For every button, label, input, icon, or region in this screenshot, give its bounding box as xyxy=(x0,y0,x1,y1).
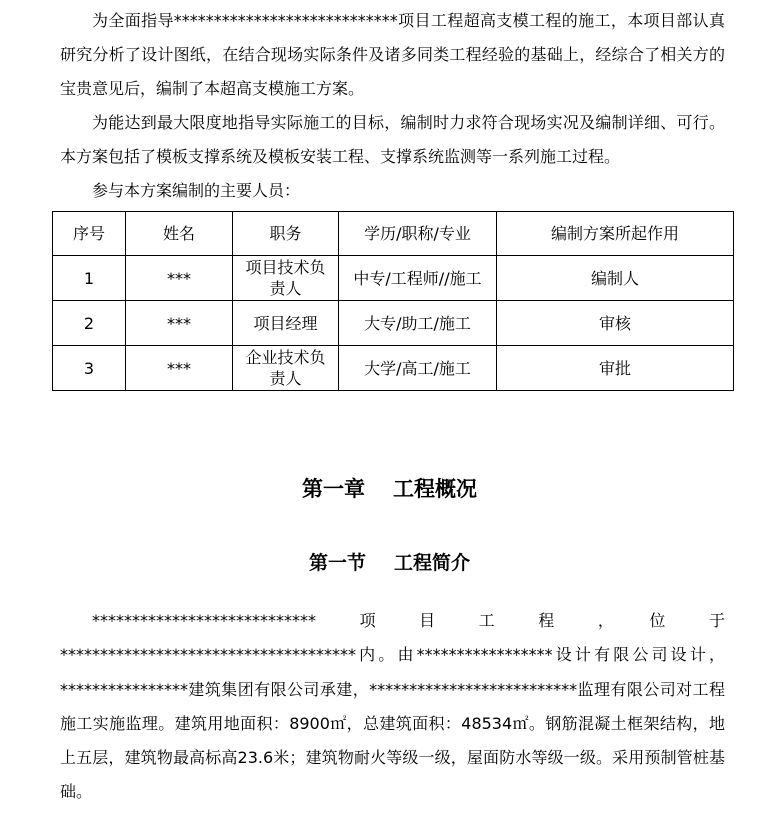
chapter-number: 第一章 xyxy=(302,476,365,501)
section-number: 第一节 xyxy=(308,552,366,574)
cell-qualification: 中专/工程师//施工 xyxy=(339,256,497,301)
section-heading xyxy=(0,548,779,575)
cell-role: 审批 xyxy=(497,346,734,391)
cell-role: 审核 xyxy=(497,301,734,346)
section-title: 工程简介 xyxy=(394,552,471,574)
chapter-title: 工程概况 xyxy=(393,476,477,501)
overview-paragraph: **************************** 项 目 工 程 ， 位 于*************************************内。由*****************设计有限公司设计，****************建筑集团有限公司承建，**************************监理有限公司对工程施工实施监理。建筑用地面积：8900㎡，总建筑面积：48534㎡。钢筋混凝土框架结构，地上五层，建筑物最高标高23.6米；建筑物耐火等级一级，屋面防水等级一级。采用预制管桩基础。 xyxy=(60,611,725,802)
table-row xyxy=(53,346,734,391)
cell-index: 1 xyxy=(53,256,126,301)
table-row xyxy=(53,301,734,346)
cell-position: 项目经理 xyxy=(233,301,339,346)
header-role: 编制方案所起作用 xyxy=(497,212,734,256)
header-position: 职务 xyxy=(233,212,339,256)
cell-position: 企业技术负责人 xyxy=(233,346,339,391)
cell-role: 编制人 xyxy=(497,256,734,301)
header-qualification: 学历/职称/专业 xyxy=(339,212,497,256)
header-name: 姓名 xyxy=(126,212,233,256)
cell-name: *** xyxy=(126,346,233,391)
cell-index: 2 xyxy=(53,301,126,346)
table-header-row xyxy=(53,212,734,256)
cell-index: 3 xyxy=(53,346,126,391)
cell-name: *** xyxy=(126,301,233,346)
intro-paragraph-1: 为全面指导****************************项目工程超高支模工程的施工，本项目部认真研究分析了设计图纸，在结合现场实际条件及诸多同类工程经验的基础上，经综合了相关方的宝贵意见后，编制了本超高支模施工方案。 xyxy=(60,11,725,98)
cell-position: 项目技术负责人 xyxy=(233,256,339,301)
staff-table xyxy=(52,211,734,391)
header-index: 序号 xyxy=(53,212,126,256)
chapter-heading xyxy=(0,473,779,503)
cell-qualification: 大专/助工/施工 xyxy=(339,301,497,346)
intro-paragraph-3: 参与本方案编制的主要人员： xyxy=(92,181,301,200)
cell-qualification: 大学/高工/施工 xyxy=(339,346,497,391)
cell-name: *** xyxy=(126,256,233,301)
intro-paragraph-2: 为能达到最大限度地指导实际施工的目标，编制时力求符合现场实况及编制详细、可行。本方案包括了模板支撑系统及模板安装工程、支撑系统监测等一系列施工过程。 xyxy=(60,113,725,166)
table-row xyxy=(53,256,734,301)
